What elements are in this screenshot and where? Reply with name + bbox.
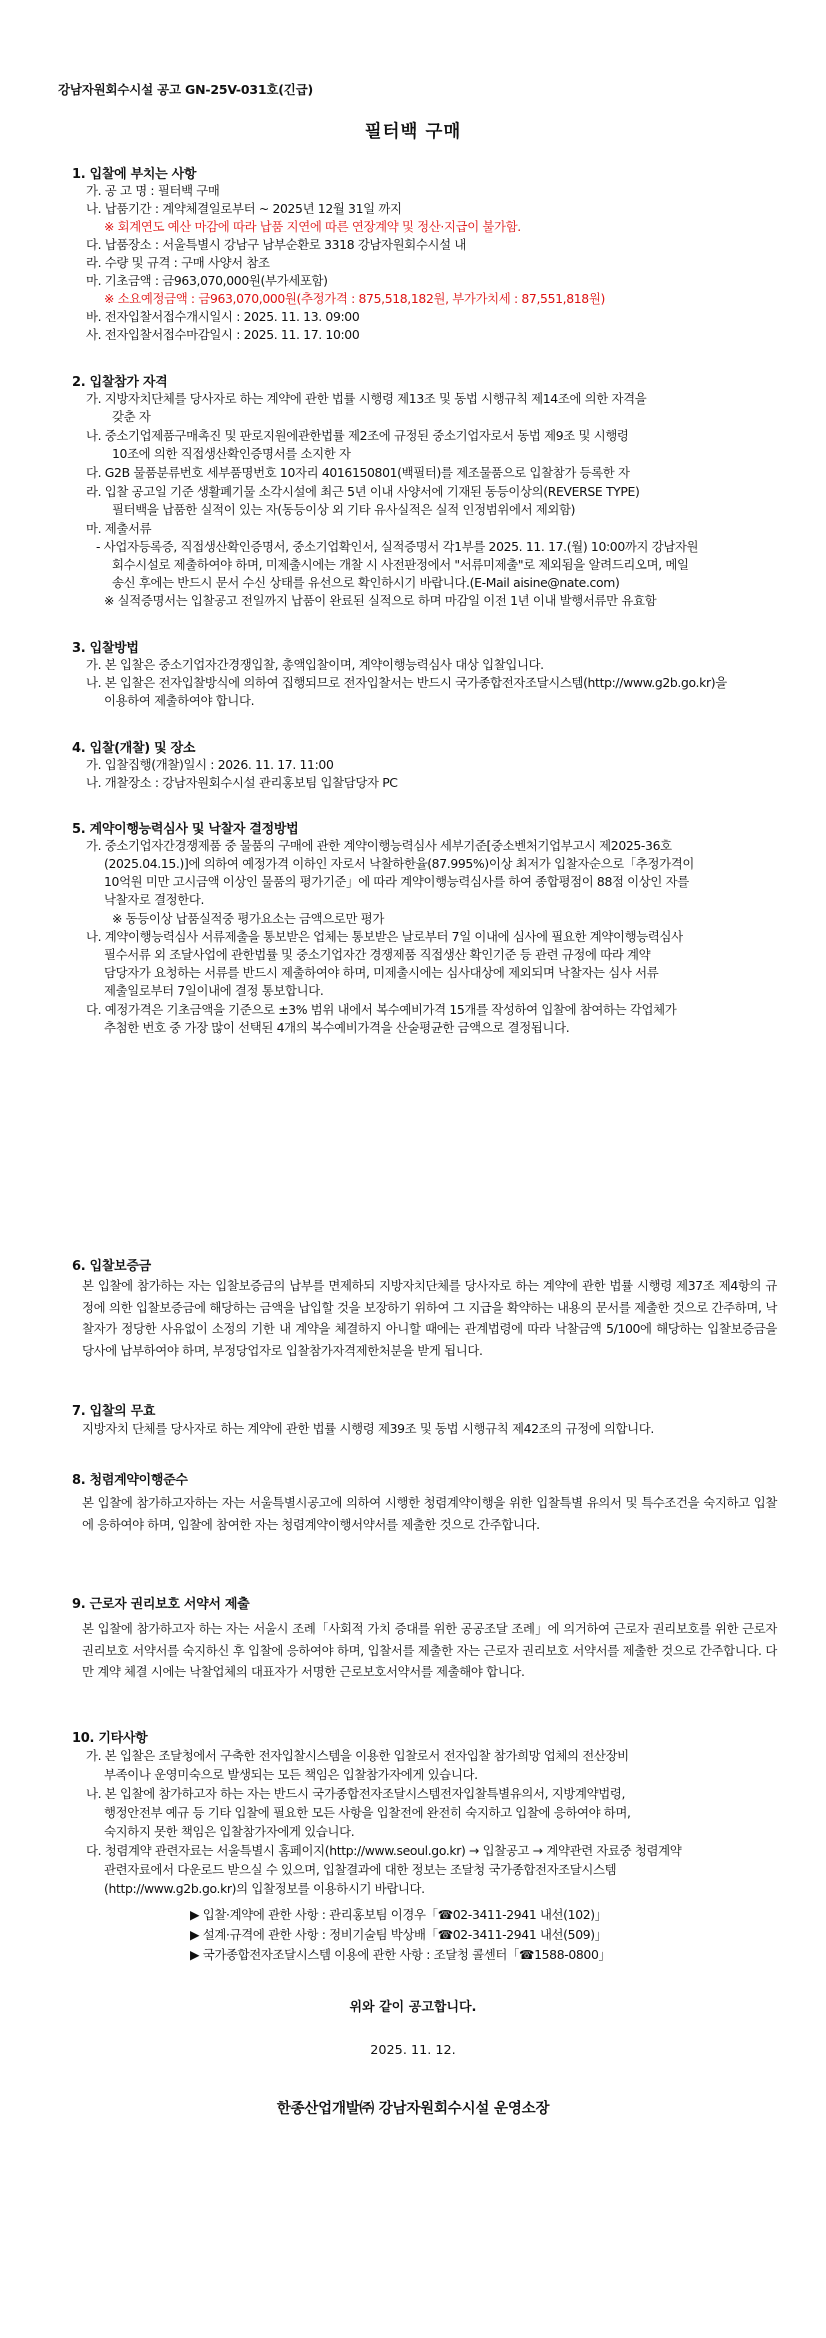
section-2-heading: 2. 입찰참가 자격 [72,375,168,390]
s5-item-a-cont1: (2025.04.15.)]에 의하여 예정가격 이하인 자로서 낙찰하한율(87.995%)이상 최저가 입찰자순으로「추정가격이 [104,856,694,871]
s10-item-b-cont2: 숙지하지 못한 책임은 입찰참가자에게 있습니다. [104,1824,355,1839]
contact-spec: ▶ 설계·규격에 관한 사항 : 정비기술팀 박상배「☎02-3411-2941 내선(509)」 [190,1927,607,1942]
s2-docs-cont1: 회수시설로 제출하여야 하며, 미제출시에는 개찰 시 사전판정에서 "서류미제출"로 제외됨을 알려드리오며, 메일 [112,557,689,572]
s2-item-a-cont: 갖춘 자 [112,409,151,424]
contact-g2b: ▶ 국가종합전자조달시스템 이용에 관한 사항 : 조달청 콜센터「☎1588-0800」 [190,1947,611,1962]
s7-body: 지방자치 단체를 당사자로 하는 계약에 관한 법률 시행령 제39조 및 동법 시행규칙 제42조의 규정에 의합니다. [82,1421,654,1436]
s10-item-a: 가. 본 입찰은 조달청에서 구축한 전자입찰시스템을 이용한 입찰로서 전자입찰 참가희망 업체의 전산장비 [86,1748,629,1763]
section-1-heading: 1. 입찰에 부치는 사항 [72,167,197,182]
s4-item-b: 나. 개찰장소 : 강남자원회수시설 관리홍보팀 입찰담당자 PC [86,775,398,790]
s2-item-b-cont: 10조에 의한 직접생산확인증명서를 소지한 자 [112,446,351,461]
section-6-heading: 6. 입찰보증금 [72,1259,151,1274]
s2-item-e: 마. 제출서류 [86,521,152,536]
s9-body: 본 입찰에 참가하고자 하는 자는 서울시 조례「사회적 가치 증대를 위한 공공조달 조례」에 의거하여 근로자 권리보호를 위한 근로자 권리보호 서약서를 숙지하신 후 입찰에 응하여야 하며, 입찰서를 제출한 자는 근로자 권리보호 서약서를 제출한 것으로 간주합니다. 다만 계약 체결 시에는 낙찰업체의 대표자가 서명한 근로보호서약서를 제출해야 합니다. [82,1621,777,1679]
signature: 한종산업개발㈜ 강남자원회수시설 운영소장 [276,2101,550,2117]
s5-item-c-cont: 추첨한 번호 중 가장 많이 선택된 4개의 복수예비가격을 산술평균한 금액으로 결정됩니다. [104,1020,570,1035]
s8-body: 본 입찰에 참가하고자하는 자는 서울특별시공고에 의하여 시행한 청렴계약이행을 위한 입찰특별 유의서 및 특수조건을 숙지하고 입찰에 응하여야 하며, 입찰에 참여한 자는 청렴계약이행서약서를 제출한 것으로 간주합니다. [82,1495,777,1532]
s3-item-a: 가. 본 입찰은 중소기업자간경쟁입찰, 총액입찰이며, 계약이행능력심사 대상 입찰입니다. [86,657,544,672]
page-title: 필터백 구매 [364,122,462,142]
s1-item-spec: 라. 수량 및 규격 : 구매 사양서 참조 [86,255,270,270]
s5-item-b-cont1: 필수서류 외 조달사업에 관한법률 및 중소기업자간 경쟁제품 직접생산 확인기준 등 관련 규정에 따라 계약 [104,947,651,962]
s10-item-c: 다. 청렴계약 관련자료는 서울특별시 홈페이지(http://www.seoul.go.kr) → 입찰공고 → 계약관련 자료중 청렴계약 [86,1843,682,1858]
s5-item-b: 나. 계약이행능력심사 서류제출을 통보받은 업체는 통보받은 날로부터 7일 이내에 심사에 필요한 계약이행능력심사 [86,929,683,944]
s10-item-b: 나. 본 입찰에 참가하고자 하는 자는 반드시 국가종합전자조달시스템전자입찰특별유의서, 지방계약법령, [86,1786,626,1801]
s5-item-a-cont2: 10억원 미만 고시금액 이상인 물품의 평가기준」에 따라 계약이행능력심사를 하여 종합평점이 88점 이상인 자를 [104,874,689,889]
s2-item-d-cont: 필터백을 납품한 실적이 있는 자(동등이상 외 기타 유사실적은 실적 인정범위에서 제외함) [112,502,576,517]
s10-item-b-cont1: 행정안전부 예규 등 기타 입찰에 필요한 모든 사항을 입찰전에 완전히 숙지하고 입찰에 응하여야 하며, [104,1805,631,1820]
section-7-heading: 7. 입찰의 무효 [72,1404,156,1419]
s1-item-name: 가. 공 고 명 : 필터백 구매 [86,183,220,198]
s2-item-c: 다. G2B 물품분류번호 세부품명번호 10자리 4016150801(백필터)를 제조물품으로 입찰참가 등록한 자 [86,465,630,480]
s2-item-d: 라. 입찰 공고일 기준 생활폐기물 소각시설에 최근 5년 이내 사양서에 기재된 동등이상의(REVERSE TYPE) [86,484,640,499]
section-5-heading: 5. 계약이행능력심사 및 낙찰자 결정방법 [72,822,299,837]
s2-item-b: 나. 중소기업제품구매촉진 및 판로지원에관한법률 제2조에 규정된 중소기업자로서 동법 제9조 및 시행령 [86,428,629,443]
s6-body: 본 입찰에 참가하는 자는 입찰보증금의 납부를 면제하되 지방자치단체를 당사자로 하는 계약에 관한 법률 시행령 제37조 제4항의 규정에 의한 입찰보증금에 해당하는 금액을 납입할 것을 보장하기 위하여 그 지급을 확약하는 내용의 문서를 제출한 것으로 간주하며, 낙찰자가 정당한 사유없이 소정의 기한 내 계약을 체결하지 아니할 때에는 관계법령에 따라 낙찰금액 5/100에 해당하는 입찰보증금을 당사에 납부하여야 하며, 부정당업자로 입찰참가자격제한처분을 받게 됩니다. [82,1278,777,1358]
s2-docs-note: ※ 실적증명서는 입찰공고 전일까지 납품이 완료된 실적으로 하며 마감일 이전 1년 이내 발행서류만 유효함 [104,593,657,608]
s1-item-open-time: 바. 전자입찰서접수개시일시 : 2025. 11. 13. 09:00 [86,309,360,324]
s5-item-b-cont2: 담당자가 요청하는 서류를 반드시 제출하여야 하며, 미제출시에는 심사대상에 제외되며 낙찰자는 심사 서류 [104,965,659,980]
s5-item-b-cont3: 제출일로부터 7일이내에 결정 통보합니다. [104,983,324,998]
s1-item-base-amount: 마. 기초금액 : 금963,070,000원(부가세포함) [86,273,328,288]
s2-docs: - 사업자등록증, 직접생산확인증명서, 중소기업확인서, 실적증명서 각1부를 2025. 11. 17.(월) 10:00까지 강남자원 [96,539,699,554]
section-4-heading: 4. 입찰(개찰) 및 장소 [72,741,196,756]
section-3-heading: 3. 입찰방법 [72,641,139,656]
s10-item-c-cont1: 관련자료에서 다운로드 받으실 수 있으며, 입찰결과에 대한 정보는 조달청 국가종합전자조달시스템 [104,1862,617,1877]
s4-item-a: 가. 입찰집행(개찰)일시 : 2026. 11. 17. 11:00 [86,757,334,772]
s1-period-note: ※ 회계연도 예산 마감에 따라 납품 지연에 따른 연장계약 및 정산·지급이 불가함. [104,219,521,234]
s10-item-c-cont2: (http://www.g2b.go.kr)의 입찰정보를 이용하시기 바랍니다. [104,1881,425,1896]
closing-text: 위와 같이 공고합니다. [349,2000,477,2015]
section-9-heading: 9. 근로자 권리보호 서약서 제출 [72,1597,250,1612]
s3-item-b: 나. 본 입찰은 전자입찰방식에 의하여 집행되므로 전자입찰서는 반드시 국가종합전자조달시스템(http://www.g2b.go.kr)을 [86,675,727,690]
s2-item-a: 가. 지방자치단체를 당사자로 하는 계약에 관한 법률 시행령 제13조 및 동법 시행규칙 제14조에 의한 자격을 [86,391,647,406]
notice-number: 강남자원회수시설 공고 GN-25V-031호(긴급) [58,82,314,97]
s1-item-place: 다. 납품장소 : 서울특별시 강남구 남부순환로 3318 강남자원회수시설 내 [86,237,466,252]
s5-item-a-note: ※ 동등이상 납품실적중 평가요소는 금액으로만 평가 [112,911,384,926]
s5-item-a-cont3: 낙찰자로 결정한다. [104,892,205,907]
s1-item-period: 나. 납품기간 : 계약체결일로부터 ~ 2025년 12월 31일 까지 [86,201,402,216]
contact-bid: ▶ 입찰·계약에 관한 사항 : 관리홍보팀 이경우「☎02-3411-2941 내선(102)」 [190,1907,607,1922]
s1-amount-note: ※ 소요예정금액 : 금963,070,000원(추정가격 : 875,518,182원, 부가가치세 : 87,551,818원) [104,291,605,306]
section-8-heading: 8. 청렴계약이행준수 [72,1473,188,1488]
s5-item-a: 가. 중소기업자간경쟁제품 중 물품의 구매에 관한 계약이행능력심사 세부기준[중소벤처기업부고시 제2025-36호 [86,838,672,853]
s5-item-c: 다. 예정가격은 기초금액을 기준으로 ±3% 범위 내에서 복수예비가격 15개를 작성하여 입찰에 참여하는 각업체가 [86,1002,677,1017]
s3-item-b-cont: 이용하여 제출하여야 합니다. [104,693,255,708]
s1-item-close-time: 사. 전자입찰서접수마감일시 : 2025. 11. 17. 10:00 [86,327,360,342]
s10-item-a-cont: 부족이나 운영미숙으로 발생되는 모든 책임은 입찰참가자에게 있습니다. [104,1767,478,1782]
section-10-heading: 10. 기타사항 [72,1731,148,1746]
s2-docs-cont2: 송신 후에는 반드시 문서 수신 상태를 유선으로 확인하시기 바랍니다.(E-Mail aisine@nate.com) [112,575,620,590]
notice-date: 2025. 11. 12. [370,2043,456,2058]
